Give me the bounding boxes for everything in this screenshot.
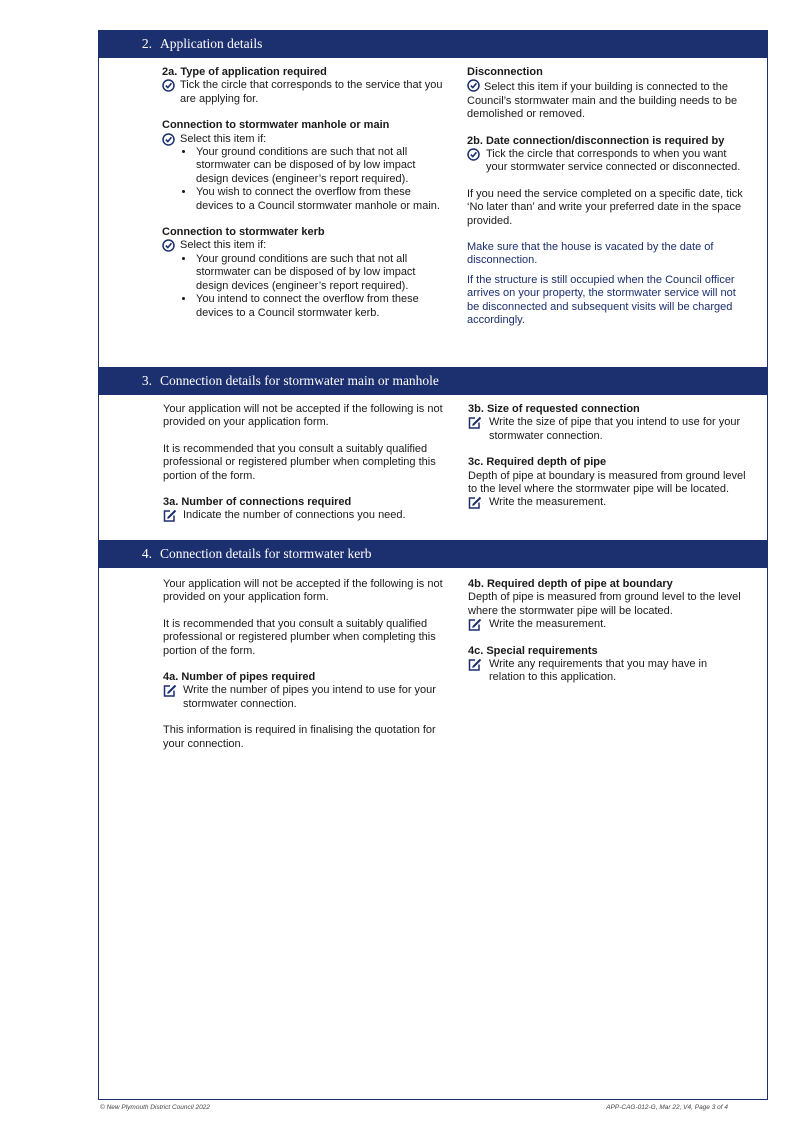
- instruction-3a: Indicate the number of connections you need.: [163, 509, 445, 522]
- pen-square-icon: [468, 416, 483, 429]
- footer-copyright: © New Plymouth District Council 2022: [100, 1104, 210, 1111]
- section-2-left-column: [162, 66, 444, 320]
- section-3-right-column: [468, 403, 750, 510]
- instruction-3b: Write the size of pipe that you intend to use for your stormwater connection.: [468, 416, 750, 443]
- main-bullet-list: [162, 146, 444, 213]
- pen-square-icon: [163, 509, 178, 522]
- heading-4a: 4a. Number of pipes required: [163, 671, 316, 684]
- circle-check-icon: [162, 79, 177, 92]
- instruction-4c: Write any requirements that you may have in relation to this application.: [468, 658, 750, 685]
- list-item: • You wish to connect the overflow from these devices to a Council stormwater manhole or main.: [195, 186, 444, 213]
- section-title: Connection details for stormwater kerb: [160, 546, 372, 561]
- heading-4c: 4c. Special requirements: [468, 644, 598, 657]
- circle-check-icon: [467, 148, 482, 161]
- section-4-left-column: [163, 578, 445, 751]
- instruction-2a: Tick the circle that corresponds to the service that you are applying for.: [162, 79, 444, 106]
- instruction-2b: Tick the circle that corresponds to when you want your stormwater service connected or disconnected.: [467, 148, 749, 175]
- heading-connection-main: Connection to stormwater manhole or main: [162, 119, 390, 132]
- circle-check-icon: [162, 239, 177, 252]
- heading-3a: 3a. Number of connections required: [163, 496, 352, 509]
- recommend-note: It is recommended that you consult a suitably qualified professional or registered plumber when completing this portion of the form.: [163, 442, 436, 482]
- pen-square-icon: [468, 658, 483, 671]
- vacated-note: Make sure that the house is vacated by the date of disconnection.: [467, 241, 714, 267]
- section-2-right-column: [467, 66, 749, 328]
- heading-4b: 4b. Required depth of pipe at boundary: [468, 578, 673, 590]
- heading-disconnection: Disconnection: [467, 66, 543, 78]
- select-main: Select this item if:: [162, 133, 444, 146]
- list-item: • You intend to connect the overflow from these devices to a Council stormwater kerb.: [195, 293, 444, 320]
- list-item: • Your ground conditions are such that not all stormwater can be disposed of by low impact design devices (engineer’s report required).: [195, 253, 444, 293]
- heading-2a: 2a. Type of application required: [162, 66, 327, 78]
- select-kerb: Select this item if:: [162, 239, 444, 252]
- section-4-header: [98, 540, 768, 568]
- specific-date-note: If you need the service completed on a specific date, tick ‘No later than’ and write your preferred date in the space provided.: [467, 187, 743, 227]
- not-accepted-note: Your application will not be accepted if the following is not provided on your application form.: [163, 403, 443, 429]
- section-number: 3.: [141, 373, 152, 388]
- circle-check-icon: [162, 133, 177, 146]
- section-number: 2.: [141, 36, 152, 51]
- pen-square-icon: [468, 618, 483, 631]
- section-2-header: [98, 30, 768, 58]
- heading-connection-kerb: Connection to stormwater kerb: [162, 226, 325, 239]
- list-item: • Your ground conditions are such that not all stormwater can be disposed of by low impact design devices (engineer’s report required).: [195, 146, 444, 186]
- pen-square-icon: [468, 496, 483, 509]
- disconnection-text: Select this item if your building is connected to the Council’s stormwater main and the building needs to be demolished or removed.: [467, 81, 738, 121]
- section-title: Connection details for stormwater main or manhole: [160, 373, 439, 388]
- instruction-4a: Write the number of pipes you intend to use for your stormwater connection.: [163, 684, 445, 711]
- heading-3b: 3b. Size of requested connection: [468, 403, 640, 415]
- instruction-3c: Write the measurement.: [468, 496, 750, 509]
- depth-note: Depth of pipe is measured from ground level to the level where the stormwater pipe will be located.: [468, 591, 741, 617]
- section-3-left-column: [163, 403, 445, 523]
- footer-document-ref: APP-CAG-012-G, Mar 22, V4, Page 3 of 4: [606, 1104, 728, 1111]
- depth-note: Depth of pipe at boundary is measured from ground level to the level where the stormwater pipe will be located.: [468, 469, 746, 496]
- not-accepted-note: Your application will not be accepted if the following is not provided on your application form.: [163, 578, 443, 604]
- heading-3c: 3c. Required depth of pipe: [468, 456, 607, 469]
- section-title: Application details: [160, 36, 263, 51]
- section-4-right-column: [468, 578, 750, 685]
- quotation-note: This information is required in finalising the quotation for your connection.: [163, 724, 436, 750]
- kerb-bullet-list: [162, 253, 444, 320]
- section-3-header: [98, 367, 768, 395]
- pen-square-icon: [163, 684, 178, 697]
- occupied-note: If the structure is still occupied when the Council officer arrives on your property, the stormwater service will not be disconnected and subsequent visits will be charged accordingly.: [467, 273, 736, 327]
- recommend-note: It is recommended that you consult a suitably qualified professional or registered plumber when completing this portion of the form.: [163, 617, 436, 657]
- heading-2b: 2b. Date connection/disconnection is required by: [467, 134, 725, 147]
- section-number: 4.: [141, 546, 152, 561]
- circle-check-icon: [467, 79, 484, 92]
- instruction-4b: Write the measurement.: [468, 618, 750, 631]
